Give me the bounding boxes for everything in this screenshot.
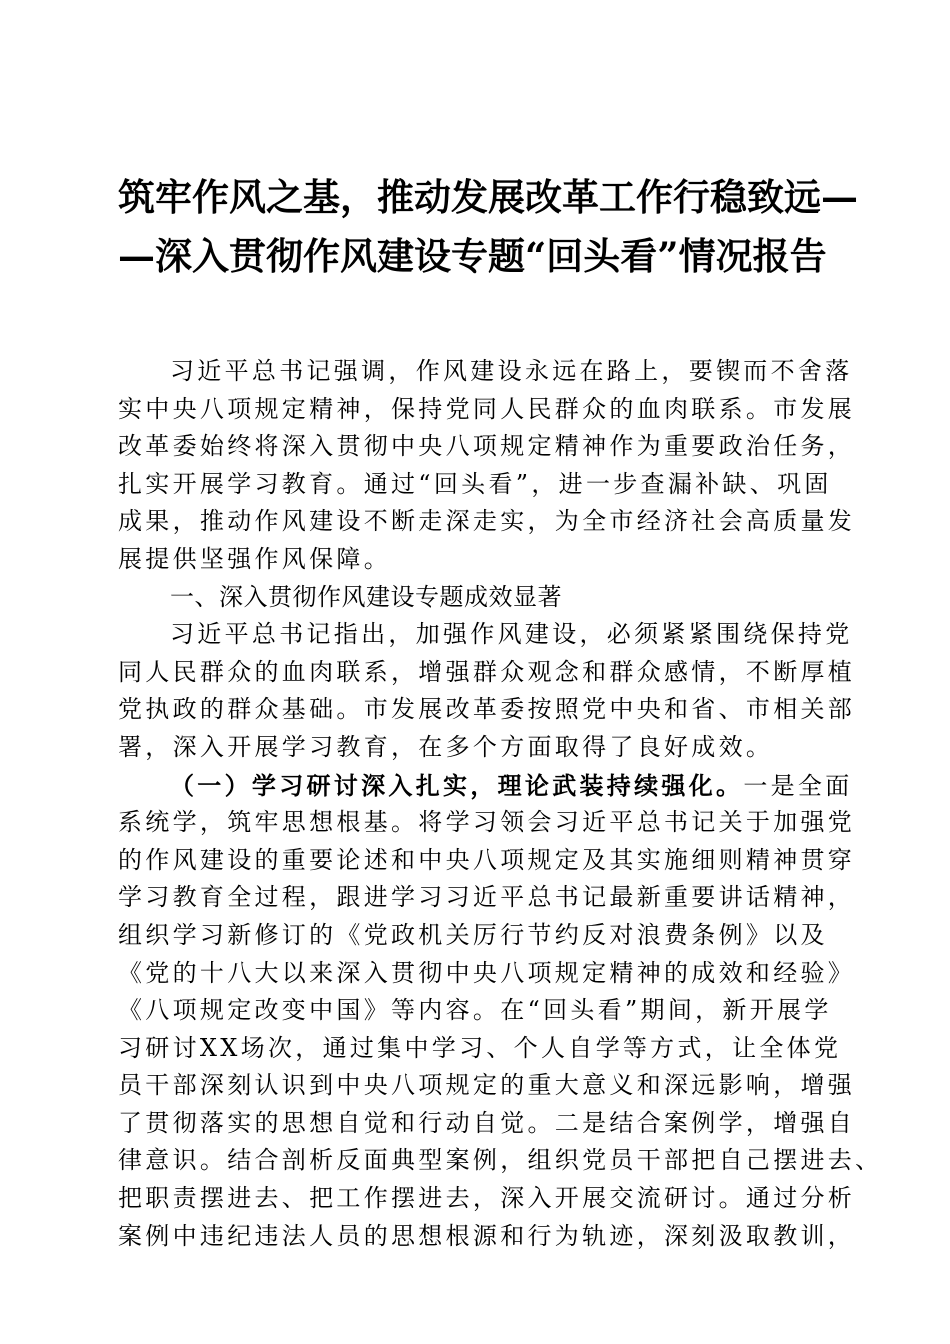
subheading: （一）学习研讨深入扎实，理论武装持续强化。 [170, 770, 744, 800]
paragraph-line: 扎实开展学习教育。通过“回头看”，进一步查漏补缺、巩固 [118, 469, 832, 498]
title-line: —深入贯彻作风建设专题“回头看”情况报告 [118, 234, 827, 278]
paragraph-line: 实中央八项规定精神，保持党同人民群众的血肉联系。市发展 [118, 394, 856, 423]
paragraph-line: 案例中违纪违法人员的思想根源和行为轨迹，深刻汲取教训， [118, 1221, 856, 1250]
paragraph-line: 展提供坚强作风保障。 [118, 544, 391, 573]
paragraph-line: 习研讨XX场次，通过集中学习、个人自学等方式，让全体党 [118, 1033, 842, 1062]
paragraph-line: 习近平总书记强调，作风建设永远在路上，要锲而不舍落 [170, 357, 853, 385]
paragraph-line: 律意识。结合剖析反面典型案例，组织党员干部把自己摆进去、 [118, 1146, 883, 1175]
paragraph-line: 党执政的群众基础。市发展改革委按照党中央和省、市相关部 [118, 695, 856, 724]
paragraph-text: 一是全面 [743, 771, 853, 800]
paragraph-line: 署，深入开展学习教育，在多个方面取得了良好成效。 [118, 732, 774, 761]
paragraph-line: 的作风建设的重要论述和中央八项规定及其实施细则精神贯穿 [118, 845, 856, 874]
document-body [118, 353, 883, 1255]
paragraph-line: 了贯彻落实的思想自觉和行动自觉。二是结合案例学，增强自 [118, 1108, 856, 1137]
document-title [118, 168, 858, 286]
paragraph-line: 《八项规定改变中国》等内容。在“回头看”期间，新开展学 [118, 996, 832, 1025]
paragraph-line: 学习教育全过程，跟进学习习近平总书记最新重要讲话精神， [118, 883, 856, 912]
paragraph-line: 成果，推动作风建设不断走深走实，为全市经济社会高质量发 [118, 507, 856, 536]
section-heading: 一、深入贯彻作风建设专题成效显著 [170, 582, 562, 611]
paragraph-line: 同人民群众的血肉联系，增强群众观念和群众感情，不断厚植 [118, 657, 856, 686]
paragraph-line: 改革委始终将深入贯彻中央八项规定精神作为重要政治任务， [118, 432, 856, 461]
paragraph-line: 员干部深刻认识到中央八项规定的重大意义和深远影响，增强 [118, 1071, 856, 1100]
paragraph-line: 系统学，筑牢思想根基。将学习领会习近平总书记关于加强党 [118, 808, 856, 837]
paragraph-line: 《党的十八大以来深入贯彻中央八项规定精神的成效和经验》 [118, 958, 856, 987]
paragraph-line [118, 767, 853, 805]
title-line: 筑牢作风之基，推动发展改革工作行稳致远— [118, 175, 858, 219]
paragraph-line: 组织学习新修订的《党政机关厉行节约反对浪费条例》以及 [118, 920, 828, 949]
paragraph-line: 习近平总书记指出，加强作风建设，必须紧紧围绕保持党 [170, 620, 853, 649]
paragraph-line: 把职责摆进去、把工作摆进去，深入开展交流研讨。通过分析 [118, 1184, 856, 1213]
